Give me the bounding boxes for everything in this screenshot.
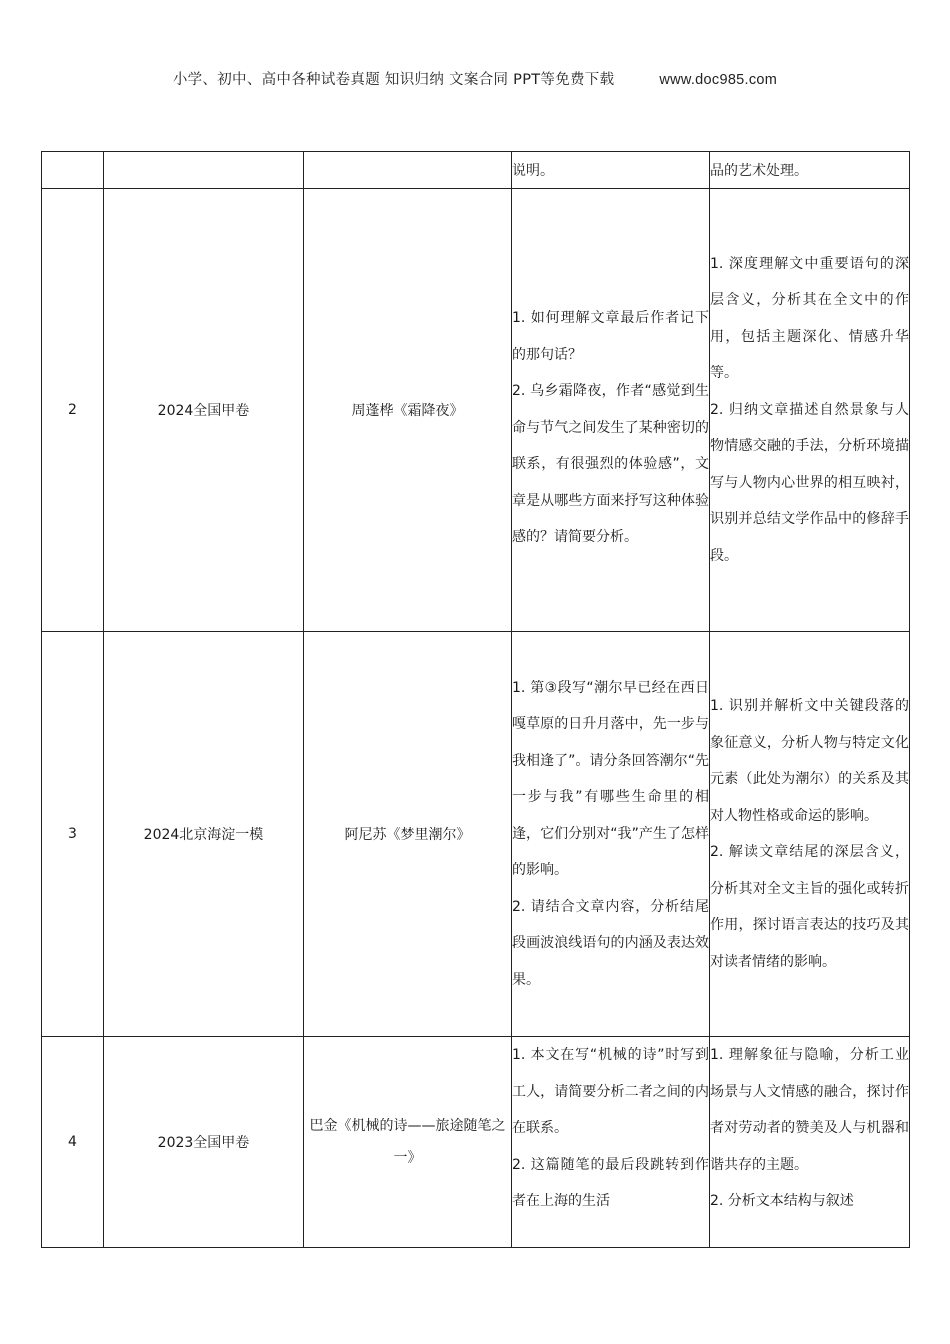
header-site: www.doc985.com: [659, 72, 778, 88]
table-row: [42, 632, 910, 1037]
table-row: [42, 189, 910, 632]
cell-num: 4: [42, 1037, 104, 1248]
question-text: 2. 乌乡霜降夜，作者“感觉到生命与节气之间发生了某种密切的联系，有很强烈的体验感”，文章是从哪些方面来抒写这种体验感的？请简要分析。: [512, 383, 709, 546]
cell-source: 2024全国甲卷: [104, 189, 304, 632]
cell-num: 3: [42, 632, 104, 1037]
point-text: 1. 理解象征与隐喻，分析工业场景与人文情感的融合，探讨作者对劳动者的赞美及人与机器和谐共存的主题。: [710, 1047, 909, 1173]
cell-point: [710, 1037, 910, 1248]
exam-analysis-table: [41, 151, 910, 1248]
question-text: 2. 请结合文章内容，分析结尾段画波浪线语句的内涵及表达效果。: [512, 898, 709, 988]
cell-point: [710, 189, 910, 632]
cell-point: [710, 152, 910, 189]
cell-title: 周蓬桦《霜降夜》: [304, 189, 512, 632]
page-header: [0, 68, 950, 89]
point-text: 1. 识别并解析文中关键段落的象征意义，分析人物与特定文化元素（此处为潮尔）的关系及其对人物性格或命运的影响。: [710, 698, 909, 824]
point-text: 品的艺术处理。: [710, 163, 808, 179]
cell-num: [42, 152, 104, 189]
cell-source: [104, 152, 304, 189]
cell-point: [710, 632, 910, 1037]
point-text: 2. 分析文本结构与叙述: [710, 1193, 854, 1209]
cell-title: [304, 152, 512, 189]
point-text: 2. 归纳文章描述自然景象与人物情感交融的手法，分析环境描写与人物内心世界的相互映衬，识别并总结文学作品中的修辞手段。: [710, 401, 909, 564]
point-text: 1. 深度理解文中重要语句的深层含义，分析其在全文中的作用，包括主题深化、情感升华等。: [710, 255, 909, 382]
table-row: [42, 152, 910, 189]
cell-question: [512, 152, 710, 189]
question-text: 1. 如何理解文章最后作者记下的那句话？: [512, 310, 709, 363]
cell-title: 阿尼苏《梦里潮尔》: [304, 632, 512, 1037]
table-row: [42, 1037, 910, 1248]
question-text: 2. 这篇随笔的最后段跳转到作者在上海的生活: [512, 1156, 709, 1209]
question-text: 1. 第③段写“潮尔早已经在西日嘎草原的日升月落中，先一步与我相逢了”。请分条回答潮尔“先一步与我”有哪些生命里的相逢，它们分别对“我”产生了怎样的影响。: [512, 679, 709, 879]
cell-source: 2023全国甲卷: [104, 1037, 304, 1248]
question-text: 说明。: [512, 163, 554, 179]
cell-title: [304, 1037, 512, 1248]
cell-question: [512, 632, 710, 1037]
cell-num: 2: [42, 189, 104, 632]
point-text: 2. 解读文章结尾的深层含义，分析其对全文主旨的强化或转折作用，探讨语言表达的技巧及其对读者情绪的影响。: [710, 844, 909, 970]
cell-question: [512, 189, 710, 632]
title-text: 巴金《机械的诗——旅途随笔之一》: [309, 1118, 506, 1166]
question-text: 1. 本文在写“机械的诗”时写到工人，请简要分析二者之间的内在联系。: [512, 1047, 709, 1136]
header-text: 小学、初中、高中各种试卷真题 知识归纳 文案合同 PPT等免费下载: [172, 72, 615, 88]
cell-source: 2024北京海淀一模: [104, 632, 304, 1037]
cell-question: [512, 1037, 710, 1248]
